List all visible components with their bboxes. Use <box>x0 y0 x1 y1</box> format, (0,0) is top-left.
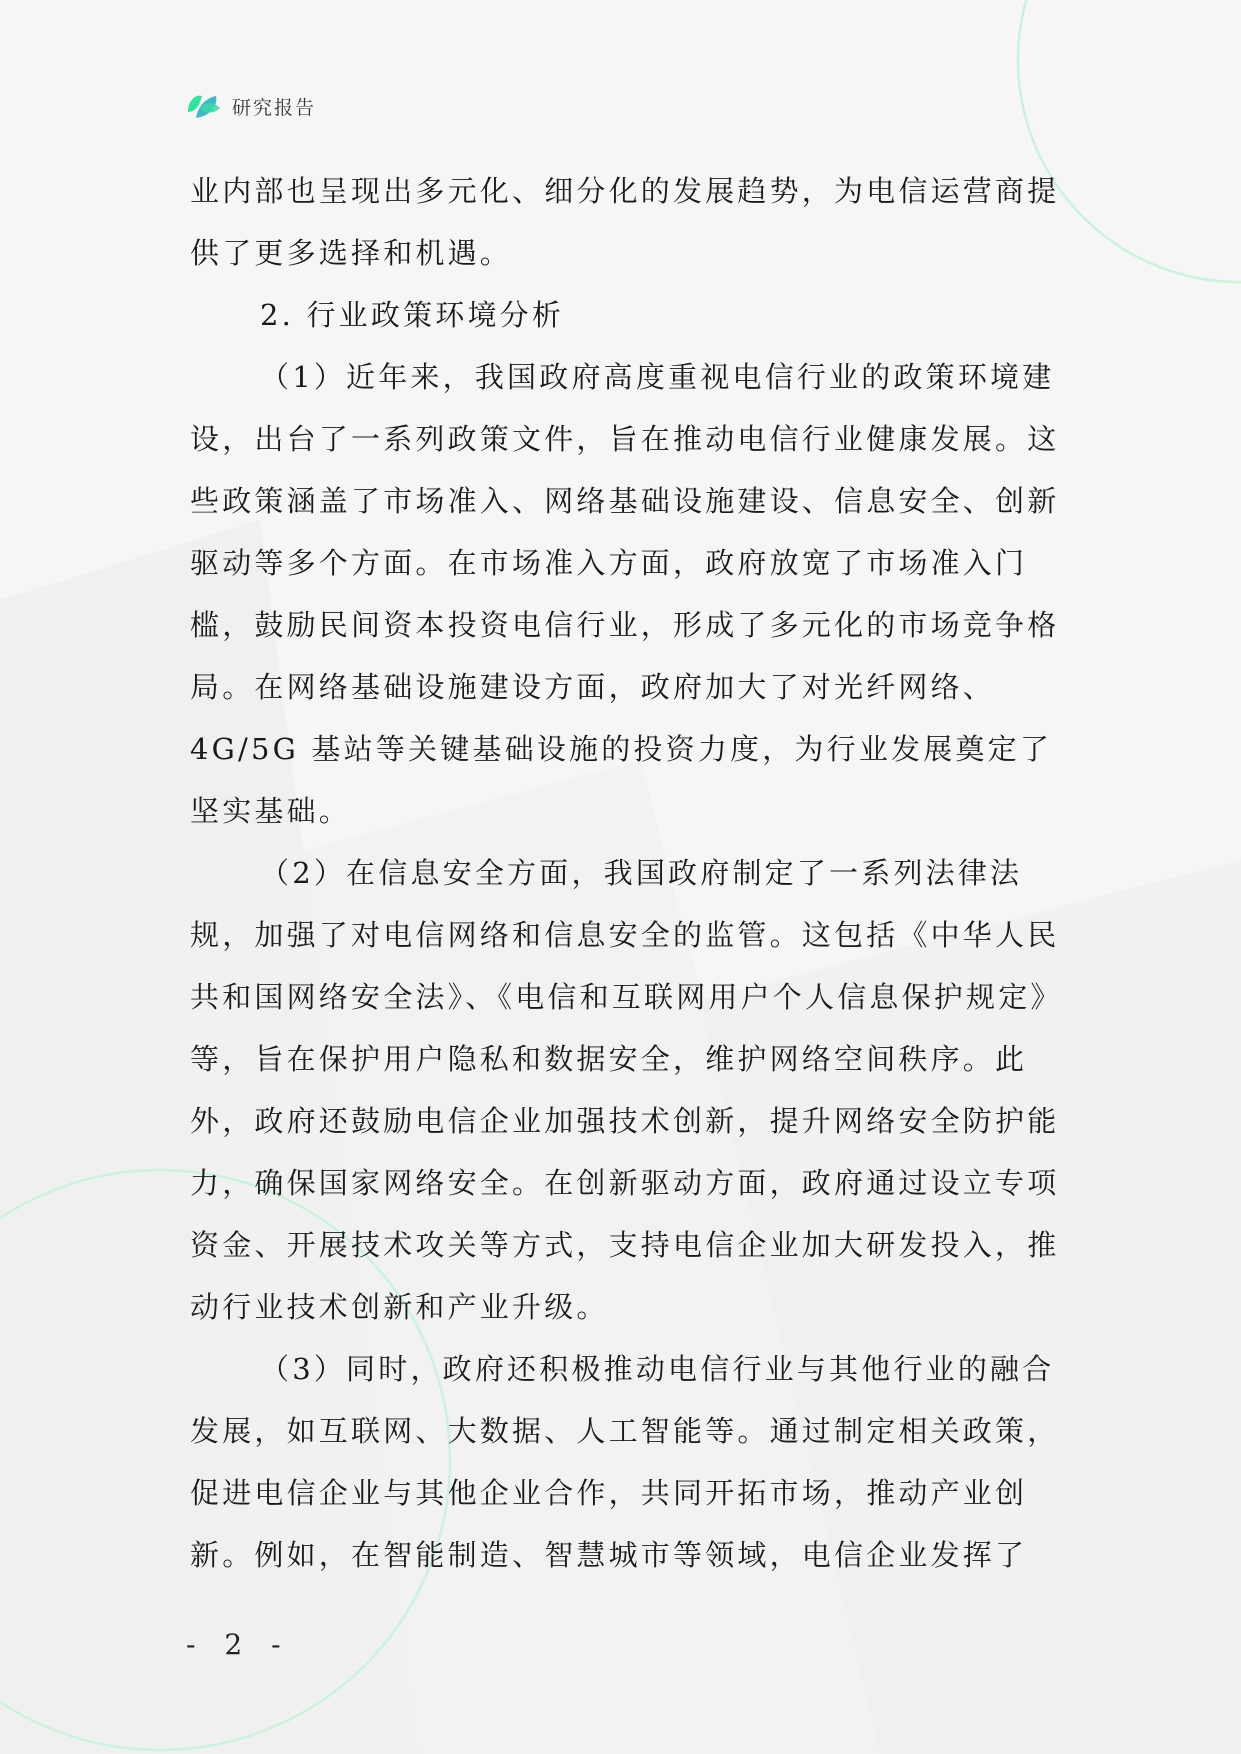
leaf-logo-icon <box>186 90 222 122</box>
paragraph-3: （3）同时，政府还积极推动电信行业与其他行业的融合发展，如互联网、大数据、人工智能等。通过制定相关政策，促进电信企业与其他企业合作，共同开拓市场，推动产业创新。例如，在智能制造、智慧城市等领域，电信企业发挥了 <box>190 1352 1060 1572</box>
document-body <box>190 160 1070 1586</box>
header-label: 研究报告 <box>232 96 317 119</box>
section-heading: 2. 行业政策环境分析 <box>260 298 565 332</box>
page-number: - 2 - <box>186 1628 291 1661</box>
page-header <box>186 88 316 124</box>
paragraph-2: （2）在信息安全方面，我国政府制定了一系列法律法规，加强了对电信网络和信息安全的监管。这包括《中华人民共和国网络安全法》、《电信和互联网用户个人信息保护规定》等，旨在保护用户隐私和数据安全，维护网络空间秩序。此外，政府还鼓励电信企业加强技术创新，提升网络安全防护能力，确保国家网络安全。在创新驱动方面，政府通过设立专项资金、开展技术攻关等方式，支持电信企业加大研发投入，推动行业技术创新和产业升级。 <box>190 856 1063 1324</box>
paragraph-continuation: 业内部也呈现出多元化、细分化的发展趋势，为电信运营商提供了更多选择和机遇。 <box>190 174 1060 270</box>
paragraph-1: （1）近年来，我国政府高度重视电信行业的政策环境建设，出台了一系列政策文件，旨在推动电信行业健康发展。这些政策涵盖了市场准入、网络基础设施建设、信息安全、创新驱动等多个方面。在市场准入方面，政府放宽了市场准入门槛，鼓励民间资本投资电信行业，形成了多元化的市场竞争格局。在网络基础设施建设方面，政府加大了对光纤网络、4G/5G 基站等关键基础设施的投资力度，为行业发展奠定了坚实基础。 <box>190 360 1060 828</box>
